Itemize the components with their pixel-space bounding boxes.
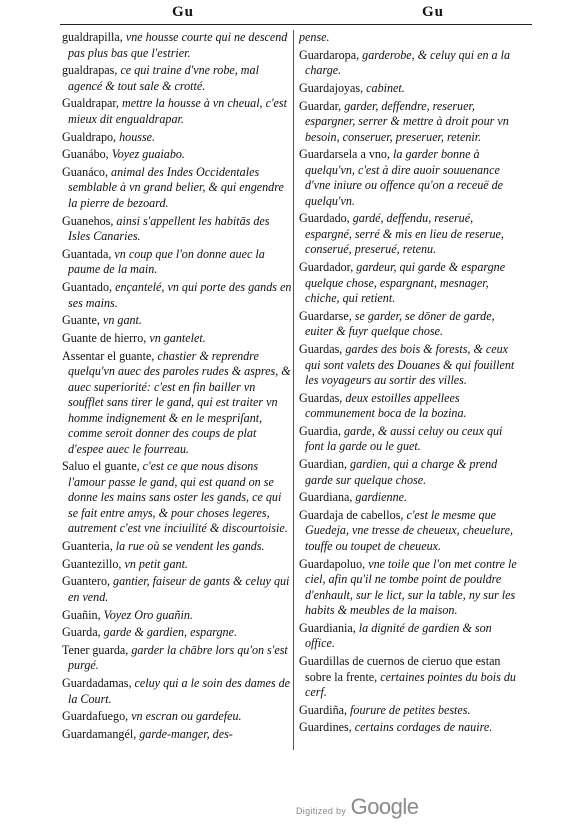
entry-headword: Guardarsela a vno, [299,147,390,162]
entry-headword: Guardillas de cuernos de cieruo que estan sobre la frente [299,654,501,684]
dictionary-entry [299,703,521,719]
entry-definition: fourure de petites bestes. [347,702,471,717]
watermark-logo: Google [350,794,419,819]
entry-definition: garder, deffendre, reseruer, espargner, serrer & mettre à droit pour vn besoin, conseruer, preseruer, retenir. [305,98,509,144]
dictionary-entry [62,676,293,707]
entry-headword: Guanábo, [62,147,109,162]
entry-headword: Assentar el guante [62,348,152,363]
entry-headword: Guardiña, [299,702,348,717]
dictionary-entry [62,727,293,743]
dictionary-entry [62,608,293,624]
running-head-right: Gu [422,4,445,20]
entry-definition: garder la chābre lors qu'on s'est purgé. [68,642,288,673]
dictionary-entry [299,342,521,389]
dictionary-entry [62,247,293,278]
entry-headword: Guardaja de cabellos [299,507,401,522]
dictionary-entry [62,557,293,573]
entry-definition: , ce qui traine d'vne robe, mal agencé & tout sale & crotté. [68,63,259,93]
dictionary-entry [299,490,521,506]
entry-definition: gardé, deffendu, reserué, espargné, serré & mis en lieu de reserue, conserué, preserué, retenu. [305,211,504,257]
dictionary-entry [299,720,521,736]
dictionary-entry [62,313,293,329]
entry-headword: Guardador, [299,260,354,275]
entry-headword: Guardia, [299,423,341,438]
dictionary-entry [62,214,293,245]
entry-headword: Guante, [62,313,100,328]
entry-definition: garde & gardien, espargne. [100,625,237,640]
entry-definition: certains cordages de nauire. [351,720,493,735]
dictionary-entry [299,30,521,46]
entry-definition: vne toile que l'on met contre le ciel, afin qu'il ne tombe point de pouldre d'enhault, sur le lict, sur la table, ny sur les habits & meubles de la maison. [305,556,517,618]
watermark-prefix: Digitized by [296,806,347,816]
dictionary-entry [62,96,293,127]
entry-definition: , vn escran ou gardefeu. [125,709,242,724]
dictionary-entry [299,81,521,97]
dictionary-entry [62,63,293,94]
left-column [62,30,293,745]
entry-headword: Guardado, [299,211,350,226]
entry-headword: Guardaropa [299,47,357,62]
dictionary-entry [299,621,521,652]
entry-headword: Guardarse [299,308,349,323]
entry-definition: celuy qui a le soin des dames de la Court. [68,676,291,706]
entry-headword: Guante de hierro, [62,330,147,345]
dictionary-entry [299,654,521,701]
entry-headword: Guardas [299,342,340,356]
dictionary-entry [62,459,293,537]
entry-headword: Guantezillo, [62,556,122,571]
header-rule [60,24,532,25]
entry-definition: , gantier, faiseur de gants & celuy qui en vend. [68,574,290,604]
dictionary-entry [299,457,521,488]
entry-headword: Guardiana, [299,490,353,505]
entry-definition: , chastier & reprendre quelqu'vn auec des paroles rudes & aspres, & auec superiorité: c'est en fin bailler vn soufflet sans tirer le gand, qui est traiter vn homme indignement & en le mespriſant, comme seroit donner des coups de plat d'espee auec le fourreau. [68,348,291,456]
entry-headword: Guardian, [299,457,348,472]
dictionary-entry [62,643,293,674]
entry-definition: , gardes des bois & forests, & ceux qui sont valets des Douanes & qui fouillent les voyageurs au sortir des villes. [305,342,515,387]
entry-definition: animal des Indes Occidentales semblable à vn grand belier, & qui engendre la pierre de bezoard. [68,164,284,210]
dictionary-entry [299,424,521,455]
entry-definition: Voyez guaiabo. [108,147,185,162]
entry-headword: Guarda, [62,625,101,640]
entry-headword: Guardamangél [62,726,134,741]
dictionary-entry [299,99,521,146]
google-watermark [296,794,419,820]
entry-definition: gardien, qui a charge & prend garde sur quelque chose. [305,457,498,487]
entry-headword: Guantada, [62,246,112,261]
entry-definition: , la dignité de gardien & son office. [305,620,492,651]
entry-headword: Guanehos, [62,213,114,228]
entry-definition: housse. [116,129,156,144]
entry-headword: Guantado [62,280,110,294]
entry-headword: Guardines, [299,720,352,735]
entry-headword: Guardadamas, [62,676,132,691]
entry-headword: Guardajoyas, [299,80,364,95]
entry-definition: garde, & aussi celuy ou ceux qui font la garde ou le guet. [305,423,503,454]
dictionary-entry [62,165,293,212]
entry-definition: cabinet. [363,80,405,95]
entry-definition: , ençantelé, vn qui porte des gands en ses mains. [68,280,292,310]
entry-headword: Guanteria [62,538,110,553]
entry-definition: gardeur, qui garde & espargne quelque chose, espargnant, mesnager, chiche, qui retient. [305,260,506,306]
entry-headword: Guardapoluo, [299,556,366,571]
dictionary-entry [62,331,293,347]
entry-definition: vn petit gant. [121,556,188,571]
entry-headword: Guardas [299,390,340,405]
entry-definition: Voyez Oro guañin. [100,607,193,622]
dictionary-entry [62,539,293,555]
dictionary-entry [62,30,293,61]
entry-definition: , c'est le mesme que Guedeja, vne tresse de cheueux, cheuelure, touffe ou toupet de cheueux. [305,507,513,553]
entry-headword: gualdrapas [62,63,115,78]
dictionary-entry [62,349,293,458]
entry-headword: Guañin, [62,607,101,622]
right-column [299,30,521,738]
entry-definition: vn gantelet. [146,330,206,345]
dictionary-entry [62,709,293,725]
entry-headword: Guardiania [299,620,353,635]
dictionary-entry [299,211,521,258]
dictionary-entry [299,48,521,79]
entry-definition: , c'est ce que nous disons l'amour passe le gand, qui est quand on se donne les mains sans oster les gands, ce qui se fait entre amys, & pour choses legeres, autrement c'est vne inciuilité & discourtoisie. [68,459,288,536]
entry-headword: Guardafuego [62,709,126,724]
entry-definition: vne housse courte qui ne descend pas plus bas que l'estrier. [68,30,288,60]
entry-definition: ainsi s'appellent les habitās des Isles Canaries. [68,213,270,244]
entry-headword: gualdrapilla, [62,30,123,44]
entry-headword: Tener guarda, [62,642,129,657]
entry-definition: , garde-manger, des- [133,726,233,741]
dictionary-entry [299,147,521,209]
entry-definition: , la rue où se vendent les gands. [109,538,265,553]
dictionary-entry [62,574,293,605]
entry-definition: vn coup que l'on donne auec la paume de la main. [68,246,265,277]
entry-definition: mettre la housse à vn cheual, c'est mieux dit engualdrapar. [68,96,287,126]
entry-definition: , deux estoilles appellees communement boca de la bozina. [305,390,467,421]
dictionary-entry [62,625,293,641]
dictionary-entry [299,391,521,422]
entry-definition: vn gant. [99,313,142,328]
dictionary-entry [62,130,293,146]
entry-headword: Gualdrapar, [62,96,119,111]
dictionary-entry [299,508,521,555]
entry-headword: Saluo el guante [62,459,137,474]
entry-definition: , certaines pointes du bois du cerf. [305,669,516,699]
entry-definition: pense. [299,30,330,44]
entry-definition: , se garder, se dōner de garde, euiter & fuyr quelque chose. [305,308,495,339]
entry-headword: Gualdrapo, [62,129,117,144]
dictionary-entry [62,147,293,163]
column-divider [293,30,294,750]
entry-definition: gardienne. [352,490,408,505]
dictionary-entry [62,280,293,311]
running-head-left: Gu [172,4,195,20]
entry-definition: la garder bonne à quelqu'vn, c'est à dire auoir souuenance d'vne iniure ou offence qu'on a receuë de quelqu'vn. [305,147,504,208]
dictionary-entry [299,309,521,340]
dictionary-entry [299,260,521,307]
dictionary-entry [299,557,521,619]
entry-headword: Guanáco, [62,164,109,179]
entry-definition: , garderobe, & celuy qui en a la charge. [305,47,511,78]
entry-headword: Guardar, [299,98,342,113]
entry-headword: Guantero [62,574,107,589]
